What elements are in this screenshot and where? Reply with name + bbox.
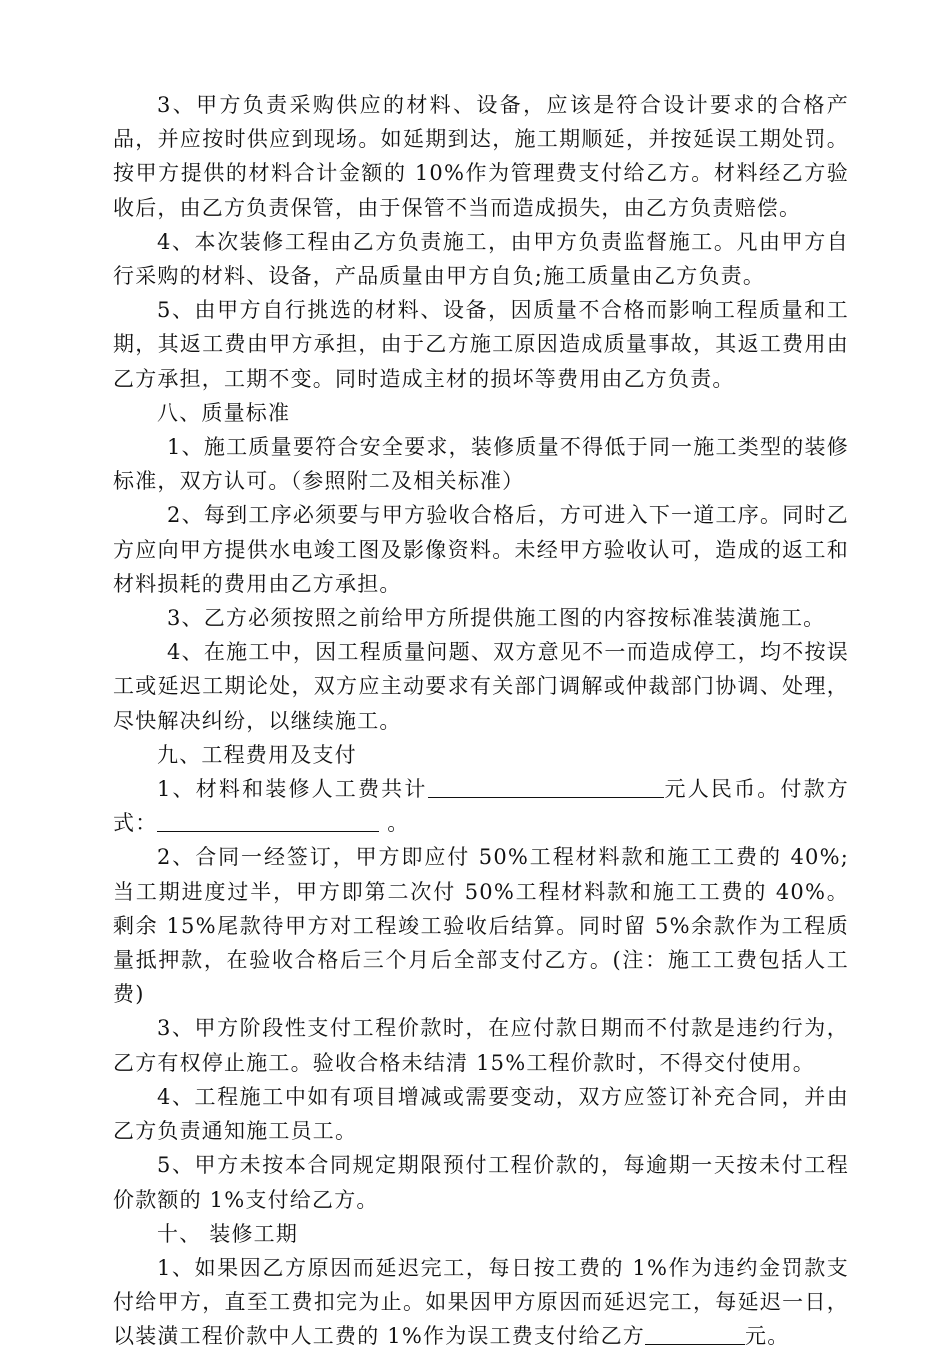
s9-item2: 2、合同一经签订，甲方即应付 50%工程材料款和施工工费的 40%;当工期进度过半，甲方即第二次付 50%工程材料款和施工工费的 40%。剩余 15%尾款待甲方对工程竣工验收后结算。同时留 5%余款作为工程质量抵押款，在验收合格后三个月后全部支付乙方。(注：施工工费包括人工费) [113,845,849,1007]
payment-method-blank[interactable] [157,807,379,832]
s10-item1-text-b: 元。 [745,1324,790,1349]
s7-item4: 4、本次装修工程由乙方负责施工，由甲方负责监督施工。凡由甲方自行采购的材料、设备，产品质量由甲方自负;施工质量由乙方负责。 [113,229,849,289]
s8-item2: 2、每到工序必须要与甲方验收合格后，方可进入下一道工序。同时乙方应向甲方提供水电竣工图及影像资料。未经甲方验收认可，造成的返工和材料损耗的费用由乙方承担。 [113,503,849,596]
s7-item3: 3、甲方负责采购供应的材料、设备，应该是符合设计要求的合格产品，并应按时供应到现场。如延期到达，施工期顺延，并按延误工期处罚。按甲方提供的材料合计金额的 10%作为管理费支付给乙方。材料经乙方验收后，由乙方负责保管，由于保管不当而造成损失，由乙方负责赔偿。 [113,93,849,220]
s9-item3: 3、甲方阶段性支付工程价款时，在应付款日期而不付款是违约行为，乙方有权停止施工。验收合格未结清 15%工程价款时，不得交付使用。 [113,1016,849,1075]
s8-item1: 1、施工质量要符合安全要求，装修质量不得低于同一施工类型的装修标准，双方认可。（参照附二及相关标准） [113,435,849,494]
s8-item4: 4、在施工中，因工程质量问题、双方意见不一而造成停工，均不按误工或延迟工期论处，双方应主动要求有关部门调解或仲裁部门协调、处理，尽快解决纠纷，以继续施工。 [113,640,849,733]
total-amount-blank[interactable] [428,773,664,798]
delay-fee-blank[interactable] [645,1320,745,1345]
s9-item1-text-c: 。 [379,811,410,836]
s9-item4: 4、工程施工中如有项目增减或需要变动，双方应签订补充合同，并由乙方负责通知施工员工。 [113,1084,849,1144]
section-9-heading: 九、工程费用及支付 [157,742,357,767]
s9-item1-text-a: 1、材料和装修人工费共计 [157,777,428,802]
contract-page [113,88,849,1354]
section-8-heading: 八、质量标准 [157,400,291,425]
s9-item5: 5、甲方未按本合同规定期限预付工程价款的，每逾期一天按未付工程价款额的 1%支付给乙方。 [113,1153,849,1212]
s10-item1 [113,1251,849,1354]
section-10-heading: 十、 装修工期 [157,1221,299,1246]
s9-item1 [113,772,849,840]
s7-item5: 5、由甲方自行挑选的材料、设备，因质量不合格而影响工程质量和工期，其返工费由甲方承担，由于乙方施工原因造成质量事故，其返工费用由乙方承担，工期不变。同时造成主材的损坏等费用由乙方负责。 [113,298,849,391]
s9-item1-text-b: 元人民币。付款方式： [113,777,849,836]
s8-item3: 3、乙方必须按照之前给甲方所提供施工图的内容按标准装潢施工。 [167,606,826,631]
s10-item1-text-a: 1、如果因乙方原因而延迟完工，每日按工费的 1%作为违约金罚款支付给甲方，直至工费扣完为止。如果因甲方原因而延迟完工，每延迟一日，以装潢工程价款中人工费的 1%作为误工费支付给乙方 [113,1255,849,1349]
